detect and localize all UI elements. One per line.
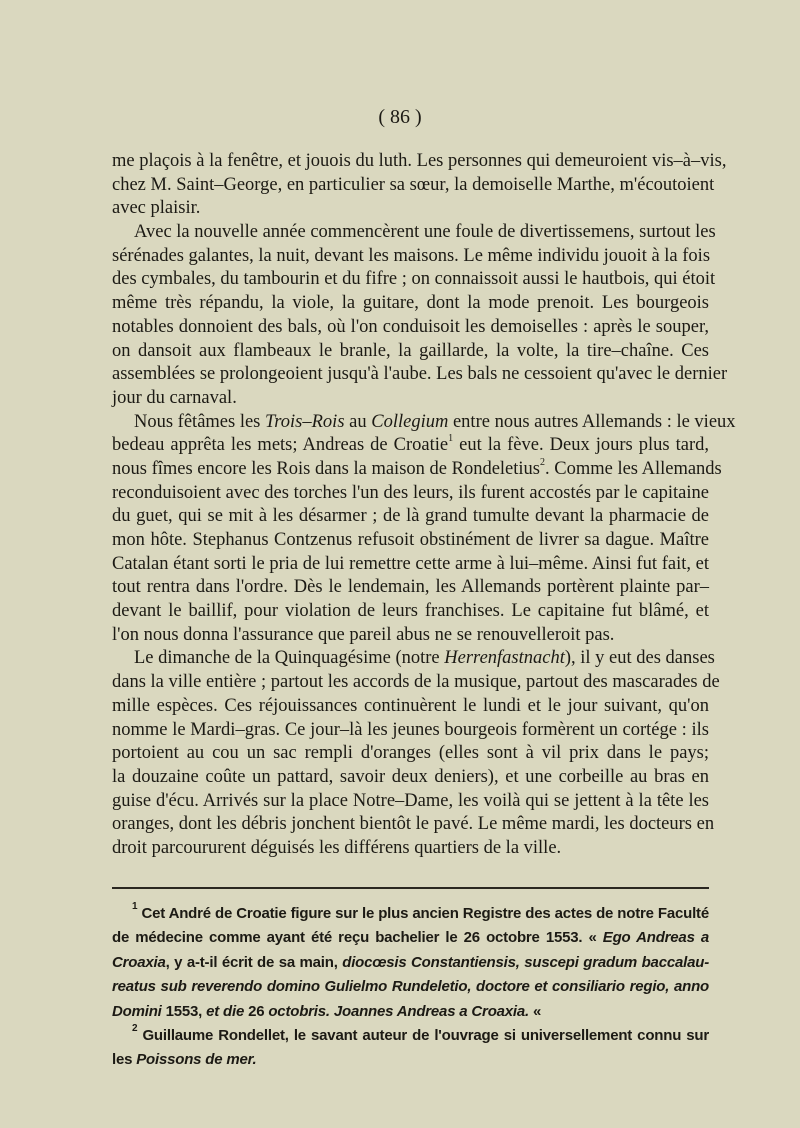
text-line: sérénades galantes, la nuit, devant les maisons. Le même individu jouoit à la fois — [112, 245, 711, 266]
text-line: des cymbales, du tambourin et du fifre ; on connaissoit aussi le hautbois, qui étoit — [112, 269, 716, 290]
text-line: reconduisoient avec des torches l'un des leurs, ils furent accostés par le capitaine — [112, 482, 709, 503]
text-line: du guet, qui se mit à les désarmer ; de là grand tumulte devant la pharmacie de — [112, 506, 709, 527]
text-line: Le dimanche de la Quinquagésime (notre Herrenfastnacht), il y eut des danses — [134, 648, 715, 669]
page-number: ( 86 ) — [378, 106, 422, 128]
footnotes — [112, 902, 709, 1073]
text-line: la douzaine coûte un pattard, savoir deux deniers), et une corbeille au bras en — [112, 766, 709, 787]
text-line: notables donnoient des bals, où l'on conduisoit les demoiselles : après le souper, — [112, 316, 709, 337]
text-line: nomme le Mardi–gras. Ce jour–là les jeunes bourgeois formèrent un cortége : ils — [112, 719, 709, 740]
text-line: reatus sub reverendo domino Gulielmo Rundeletio, doctore et consiliario regio, anno — [112, 978, 709, 996]
text-line: bedeau apprêta les mets; Andreas de Croatie$^1$ eut la fève. Deux jours plus tard, — [112, 433, 709, 456]
text-line: droit parcoururent déguisés les différens quartiers de la ville. — [112, 837, 562, 858]
text-line: dans la ville entière ; partout les accords de la musique, partout des mascarades de — [112, 672, 720, 693]
text-line: tout rentra dans l'ordre. Dès le lendemain, les Allemands portèrent plainte par– — [112, 577, 709, 598]
text-line: Nous fêtâmes les Trois–Rois au Collegium entre nous autres Allemands : le vieux — [134, 411, 736, 432]
text-line: on dansoit aux flambeaux le branle, la gaillarde, la volte, la tire–chaîne. Ces — [112, 340, 709, 361]
text-line: guise d'écu. Arrivés sur la place Notre–Dame, les voilà qui se jettent à la tête les — [112, 790, 709, 811]
paragraph — [112, 150, 727, 221]
paragraph — [112, 221, 728, 411]
text-line: $^2$ Guillaume Rondellet, le savant auteur de l'ouvrage si universellement connu sur — [132, 1022, 709, 1044]
text-line: de médecine comme ayant été reçu bachelier le 26 octobre 1553. « Ego Andreas a — [112, 929, 709, 947]
text-line: me plaçois à la fenêtre, et jouois du luth. Les personnes qui demeuroient vis–à–vis, — [112, 151, 727, 171]
text-line: $^1$ Cet André de Croatie figure sur le plus ancien Registre des actes de notre Faculté — [132, 901, 709, 922]
footnote — [112, 1024, 709, 1073]
text-line: mon hôte. Stephanus Contzenus refusoit obstinément de livrer sa dague. Maître — [112, 530, 709, 550]
text-line: les Poissons de mer. — [112, 1051, 257, 1069]
footnote — [112, 902, 709, 1024]
text-line: nous fîmes encore les Rois dans la maison de Rondeletius$^2$. Comme les Allemands — [112, 456, 722, 479]
footnote-divider — [112, 887, 709, 889]
main-text — [112, 150, 736, 861]
text-line: Avec la nouvelle année commencèrent une foule de divertissemens, surtout les — [134, 222, 716, 243]
text-line: assemblées se prolongeoient jusqu'à l'aube. Les bals ne cessoient qu'avec le dernier — [112, 364, 728, 385]
text-line: chez M. Saint–George, en particulier sa sœur, la demoiselle Marthe, m'écoutoient — [112, 174, 715, 195]
text-line: Domini 1553, et die 26 octobris. Joannes Andreas a Croaxia. « — [112, 1002, 542, 1020]
paragraph — [112, 647, 720, 860]
text-line: même très répandu, la viole, la guitare, dont la mode prenoit. Les bourgeois — [112, 293, 709, 314]
text-line: mille espèces. Ces réjouissances continuèrent le lundi et le jour suivant, qu'on — [112, 695, 709, 716]
paragraph — [112, 411, 736, 648]
text-line: devant le baillif, pour violation de leurs franchises. Le capitaine fut blâmé, et — [112, 601, 709, 622]
text-line: jour du carnaval. — [112, 387, 237, 408]
text-line: Catalan étant sorti le pria de lui remettre cette arme à lui–même. Ainsi fut fait, et — [112, 553, 709, 574]
text-line: portoient au cou un sac rempli d'oranges (elles sont à vil prix dans le pays; — [112, 743, 709, 764]
text-line: oranges, dont les débris jonchent bientôt le pavé. Le même mardi, les docteurs en — [112, 814, 715, 835]
text-line: l'on nous donna l'assurance que pareil abus ne se renouvelleroit pas. — [112, 624, 615, 645]
text-line: avec plaisir. — [112, 198, 201, 219]
text-line: Croaxia, y a-t-il écrit de sa main, diocœsis Constantiensis, suscepi gradum baccalau- — [112, 953, 709, 971]
